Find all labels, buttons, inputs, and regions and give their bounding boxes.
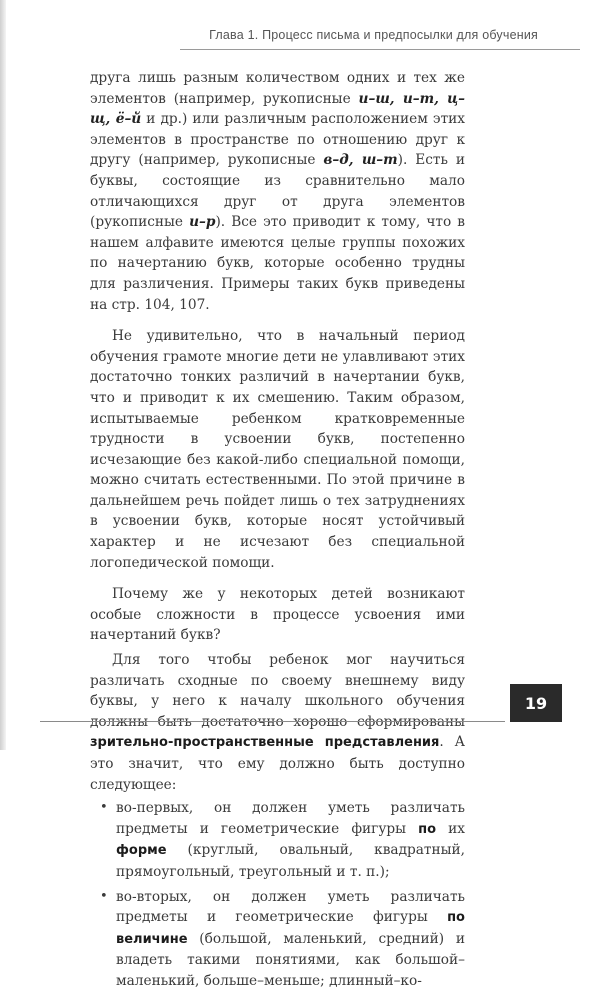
- list-item: [100, 887, 465, 992]
- paragraph-3: Почему же у некоторых детей возникают особые сложности в процессе усвоения ими начертаний букв?: [90, 586, 465, 644]
- text-column: [90, 68, 465, 996]
- running-head: Глава 1. Процесс письма и предпосылки для обучения: [209, 28, 538, 42]
- text-run: ). Все это приводит к тому, что в нашем алфавите имеются целые группы похожих по начертанию букв, которые особенно трудны для различения. Примеры таких букв приведены на стр. 104, 107.: [90, 214, 465, 313]
- bullet-icon: •: [100, 800, 108, 816]
- handwritten-letters: в–д, ш–т: [323, 152, 398, 169]
- header-rule: [180, 49, 580, 50]
- text-run: (круглый, овальный, квадратный, прямоугольный, треугольный и т. п.);: [116, 842, 465, 880]
- bold-term: форме: [116, 843, 167, 859]
- bullet-icon: •: [100, 888, 108, 904]
- bullet-list: [90, 798, 465, 991]
- bold-term: по: [418, 821, 437, 837]
- paragraph-2: Не удивительно, что в начальный период обучения грамоте многие дети не улавливают этих достаточно тонких различий в начертании букв, что и приводит к их смешению. Таким образом, испытываемые ребенком кратковременные трудности в усвоении букв, постепенно исчезающие без какой-либо специальной помощи, можно считать естественными. По этой причине в дальнейшем речь пойдет лишь о тех затруднениях в усвоении букв, которые носят устойчивый характер и не исчезают без специальной логопедической помощи.: [90, 328, 465, 571]
- bold-term: по величине: [116, 910, 465, 947]
- text-run: их: [436, 820, 465, 837]
- footer-rule: [40, 721, 505, 722]
- handwritten-letters: и–р: [189, 214, 216, 231]
- text-run: во-первых, он должен уметь различать предметы и геометрические фигуры: [116, 800, 465, 837]
- text-run: . А это значит, что ему должно быть доступно следующее:: [90, 734, 465, 793]
- text-run: (большой, маленький, средний) и владеть такими понятиями, как большой–маленький, больше–меньше; длинный–ко-: [116, 930, 465, 989]
- list-item: [100, 798, 465, 882]
- page-number: 19: [510, 684, 562, 722]
- page-edge-shadow: [0, 0, 6, 750]
- text-run: во-вторых, он должен уметь различать предметы и геометрические фигуры: [116, 888, 465, 926]
- bold-term: зрительно-пространственные представления: [90, 735, 440, 751]
- handwritten-letters: и–ш, и–т, ц–щ, ё–й: [90, 90, 465, 128]
- text-run: и др.) или различным расположением этих элементов в пространстве по отношению друг к другу (например, рукописные: [90, 111, 465, 169]
- text-run: ). Есть и буквы, состоящие из сравнительно мало отличающихся друг от друга элементов (рукописные: [90, 152, 465, 231]
- paragraph-4: [90, 650, 465, 795]
- paragraph-1: [90, 68, 465, 315]
- text-run: друга лишь разным количеством одних и тех же элементов (например, рукописные: [90, 70, 465, 107]
- text-run: Для того чтобы ребенок мог научиться различать сходные по своему внешнему виду буквы, у него к началу школьного обучения должны быть достаточно хорошо сформированы: [90, 652, 465, 730]
